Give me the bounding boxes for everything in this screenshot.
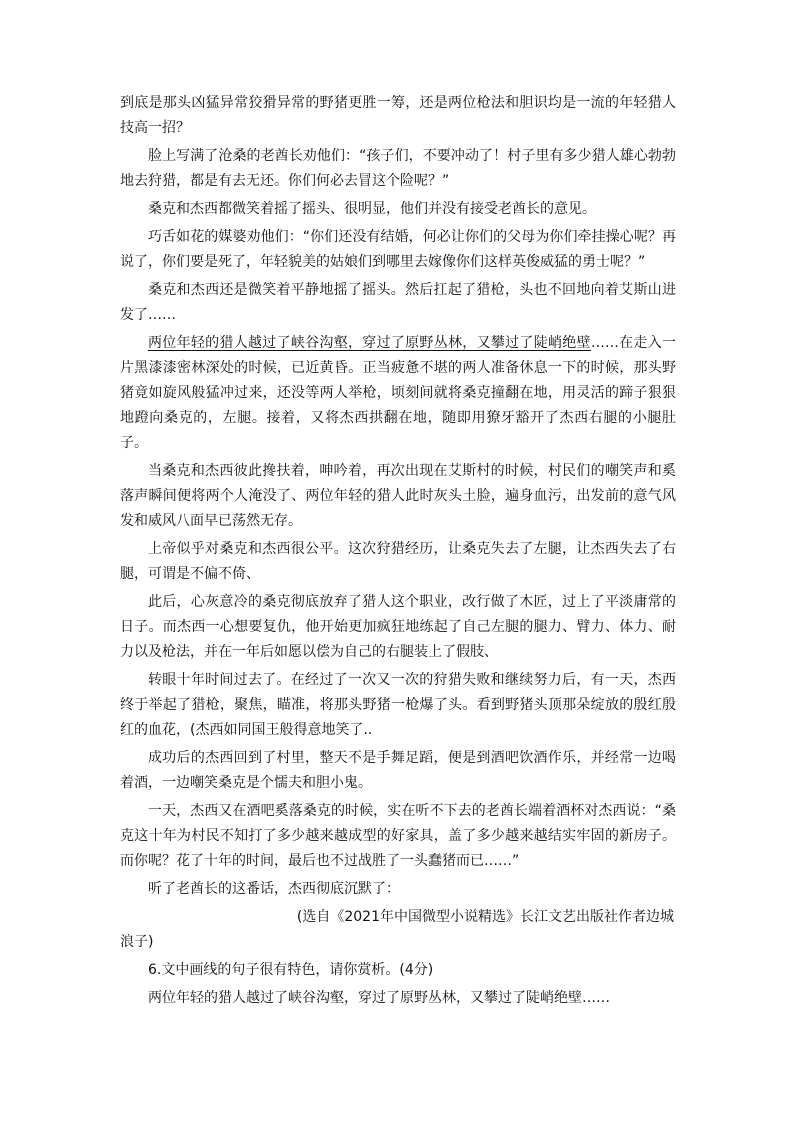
paragraph-text: 转眼十年时间过去了。在经过了一次又一次的狩猎失败和继续努力后，有一天，杰西终于举起了猎枪，聚焦，瞄准，将那头野猪一枪爆了头。看到野猪头顶那朵绽放的殷红殷红的血花，(杰西如同国王般得意地笑了.. <box>120 672 676 738</box>
paragraph-10 <box>120 668 676 743</box>
paragraph-text: 此后，心灰意冷的桑克彻底放弃了猎人这个职业，改行做了木匠，过上了平淡庸常的日子。而杰西一心想要复仇，他开始更加疯狂地练起了自己左腿的腿力、臂力、体力、耐力以及枪法，并在一年后如愿以偿为自己的右腿装上了假肢、 <box>120 594 676 660</box>
paragraph-text: 桑克和杰西都微笑着摇了摇头、很明显，他们并没有接受老酋长的意见。 <box>148 201 596 217</box>
paragraph-text: 上帝似乎对桑克和杰西很公平。这次狩猎经历，让桑克失去了左腿，让杰西失去了右腿，可谓是不偏不倚、 <box>120 541 676 582</box>
paragraph-13 <box>120 877 676 902</box>
paragraph-text: 当桑克和杰西彼此搀扶着，呻吟着，再次出现在艾斯村的时候，村民们的嘲笑声和奚落声瞬间便将两个人淹没了、两位年轻的猎人此时灰头土脸，遍身血污，出发前的意气风发和威风八面早已荡然无存。 <box>120 463 676 529</box>
paragraph-text: ……在走入一片黑漆漆密林深处的时候，已近黄昏。正当疲惫不堪的两人准备休息一下的时候，那头野猪竟如旋风般猛冲过来，还没等两人举枪，顷刻间就将桑克撞翻在地，用灵活的蹄子狠狠地蹬向桑克的，左腿。接着，又将杰西拱翻在地，随即用獠牙豁开了杰西右腿的小腿肚子。 <box>120 335 677 451</box>
paragraph-5 <box>120 278 676 328</box>
paragraph-1 <box>120 91 676 141</box>
source-line-1: (选自《2021年中国微型小说精选》长江文艺出版社作者边城 <box>296 909 674 925</box>
source-line-2: 浪子) <box>120 934 154 950</box>
paragraph-text: 成功后的杰西回到了村里，整天不是手舞足蹈，便是到酒吧饮酒作乐，并经常一边喝着酒，一边嘲笑桑克是个懦夫和胆小鬼。 <box>120 750 676 791</box>
source-citation <box>120 905 676 955</box>
paragraph-11 <box>120 746 676 796</box>
paragraph-7 <box>120 459 676 534</box>
underlined-sentence: 两位年轻的猎人越过了峡谷沟壑，穿过了原野丛林，又攀过了陡峭绝壁 <box>148 335 591 351</box>
paragraph-text: 到底是那头凶猛异常狡猾异常的野猪更胜一筹，还是两位枪法和胆识均是一流的年轻猎人技高一招？ <box>120 95 676 136</box>
paragraph-8 <box>120 537 676 587</box>
quoted-sentence <box>120 986 676 1011</box>
paragraph-9 <box>120 590 676 665</box>
paragraph-text: 桑克和杰西还是微笑着平静地摇了摇头。然后扛起了猎枪，头也不回地向着艾斯山进发了…… <box>120 282 676 323</box>
quoted-text: 两位年轻的猎人越过了峡谷沟壑，穿过了原野丛林，又攀过了陡峭绝壁…… <box>148 990 610 1006</box>
paragraph-text: 听了老酋长的这番话，杰西彻底沉默了： <box>148 881 400 897</box>
paragraph-3 <box>120 197 676 222</box>
paragraph-text: 一天，杰西又在酒吧奚落桑克的时候，实在听不下去的老酋长端着酒杯对杰西说：“桑克这十年为村民不知打了多少越来越成型的好家具，盖了多少越来越结实牢固的新房子。而你呢？花了十年的时间，最后也不过战胜了一头蠢猪而已……” <box>120 803 676 869</box>
paragraph-12 <box>120 799 676 874</box>
document-page <box>120 91 676 1014</box>
question-text: 6.文中画线的句子很有特色，请你赏析。(4分) <box>148 962 434 978</box>
paragraph-6 <box>120 331 676 456</box>
paragraph-4 <box>120 225 676 275</box>
paragraph-text: 巧舌如花的媒婆劝他们：“你们还没有结婚，何必让你们的父母为你们牵挂操心呢？再说了，你们要是死了，年轻貌美的姑娘们到哪里去嫁像你们这样英俊威猛的勇士呢？” <box>120 229 676 270</box>
paragraph-text: 脸上写满了沧桑的老酋长劝他们：“孩子们，不要冲动了！村子里有多少猎人雄心勃勃地去狩猎，都是有去无还。你们何必去冒这个险呢？” <box>120 148 676 189</box>
paragraph-2 <box>120 144 676 194</box>
question <box>120 958 676 983</box>
